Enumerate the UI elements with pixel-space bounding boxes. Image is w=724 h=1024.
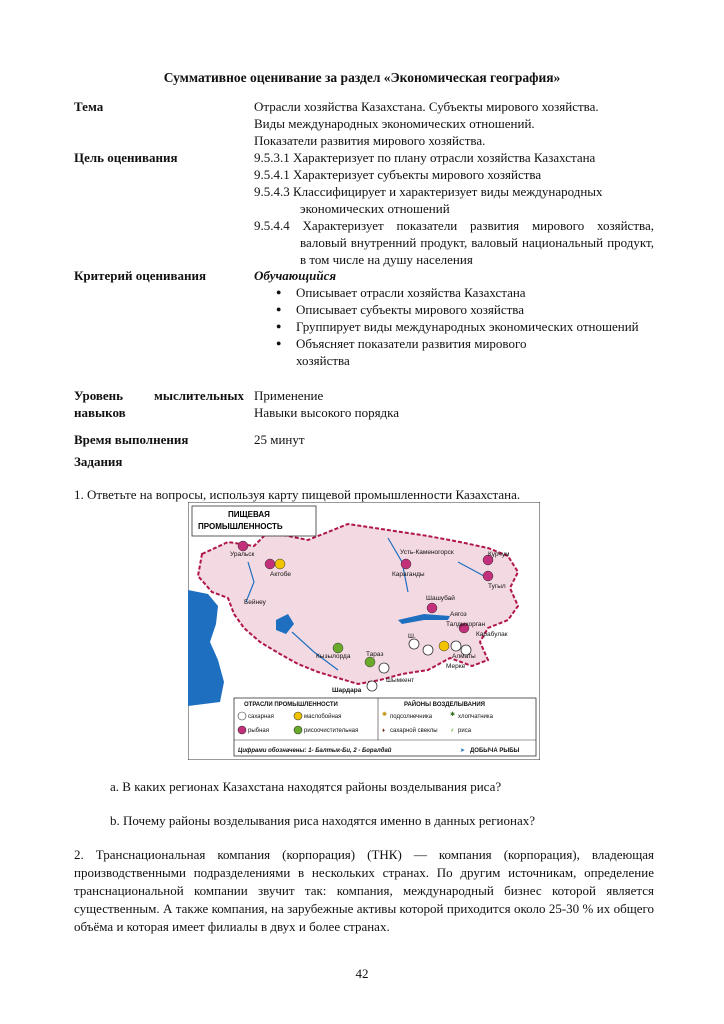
city-label: Тараз (366, 651, 384, 658)
criteria-value (254, 267, 654, 369)
criteria-bullet: ● Описывает отрасли хозяйства Казахстана (254, 284, 654, 301)
topic-line: Отрасли хозяйства Казахстана. Субъекты мирового хозяйства. (254, 99, 599, 114)
city-label: Кызылорда (316, 653, 351, 660)
legend-beet: сахарной свеклы (390, 728, 438, 734)
legend-rice-industry: рисоочистительная (304, 728, 359, 734)
city-label: Актобе (270, 571, 292, 578)
legend-rice: риса (458, 728, 472, 734)
level-label: Уровень мыслительных навыков (74, 388, 244, 420)
legend-sugar: сахарная (248, 714, 274, 720)
task2-text: 2. Транснациональная компания (корпорация) (ТНК) — компания (корпорация), владеющая производственными подразделениями в нескольких странах. По другим источникам, определение транснациональной компании звучит так: компания, международный бизнес которой является существенным. А также компания, на зарубежные активы которой приходится около 25-30 % их общего объёма и которая имеет филиалы в двух и более странах. (74, 847, 654, 934)
city-label: Мерке (446, 663, 466, 670)
row-level (74, 387, 654, 423)
city-label: Талдыкорган (446, 621, 486, 628)
page-title: Суммативное оценивание за раздел «Экономическая география» (163, 70, 561, 85)
legend-oil: маслобойная (304, 714, 342, 720)
criteria-bullet: ● Объясняет показатели развития мирового хозяйства (254, 335, 536, 369)
city-label: Карабулак (476, 631, 508, 638)
city-label: Шымкент (386, 677, 415, 684)
question-a: a. В каких регионах Казахстана находятся районы возделывания риса? (110, 779, 502, 794)
legend-fishing: ДОБЫЧА РЫБЫ (470, 748, 520, 754)
legend-cotton: хлопчатника (458, 714, 493, 720)
sunflower-icon: ✺ (382, 712, 388, 718)
rice-icon: ⸙ (450, 728, 455, 734)
city-label: Курчум (488, 551, 510, 558)
beet-icon: ♦ (382, 728, 386, 734)
row-topic (74, 98, 654, 150)
topic-line: Виды международных экономических отношений. (254, 116, 535, 131)
question-b: b. Почему районы возделывания риса находятся именно в данных регионах? (110, 813, 535, 828)
row-goal (74, 149, 654, 265)
aktobe-oil-marker (275, 559, 285, 569)
goal-value (254, 149, 654, 268)
map-title-line1: ПИЩЕВАЯ (228, 510, 270, 519)
goal-item: 9.5.4.1 Характеризует субъекты мирового хозяйства (254, 167, 542, 182)
topic-value (254, 98, 654, 149)
topic-label: Тема (74, 99, 104, 114)
city-label: Шашубай (426, 595, 455, 602)
sugar-marker (423, 645, 433, 655)
row-time (74, 431, 654, 451)
tugyl-fish-marker (483, 571, 493, 581)
city-label: Тугыл (488, 583, 506, 590)
taraz-rice-marker (365, 657, 375, 667)
task1-text: 1. Ответьте на вопросы, используя карту пищевой промышленности Казахстана. (74, 487, 521, 502)
goal-item: 9.5.4.4 Характеризует показатели развития мирового хозяйства, валовый внутренний продукт, валовый национальный продукт, в том числе на душу населения (254, 218, 654, 267)
criteria-heading: Обучающийся (254, 268, 337, 283)
time-label: Время выполнения (74, 432, 189, 447)
sugar-marker (409, 639, 419, 649)
legend-note: Цифрами обозначены: 1- Балтык-Би, 2 - Боралдай (238, 748, 392, 754)
tasks-label: Задания (74, 454, 123, 469)
goal-item: 9.5.3.1 Характеризует по плану отрасли хозяйства Казахстана (254, 150, 596, 165)
shardara-sugar-marker (367, 681, 377, 691)
legend-sunflower: подсолнечника (390, 714, 433, 720)
shymkent-sugar-marker (379, 663, 389, 673)
uralsk-fish-marker (238, 541, 248, 551)
city-label: Уральск (230, 551, 255, 558)
aktobe-fish-marker (265, 559, 275, 569)
criteria-bullet: ● Группирует виды международных экономических отношений (254, 318, 654, 335)
level-value (254, 387, 654, 421)
city-label: Караганды (392, 571, 425, 578)
almaty-oil-marker (439, 641, 449, 651)
legend-ind-header: ОТРАСЛИ ПРОМЫШЛЕННОСТИ (244, 702, 338, 708)
karaganda-fish-marker (401, 559, 411, 569)
city-label: Ш. (408, 633, 416, 640)
goal-label: Цель оценивания (74, 150, 178, 165)
city-label: Усть-Каменогорск (400, 549, 454, 556)
row-tasks (74, 453, 654, 473)
criteria-bullet: ● Описывает субъекты мирового хозяйства (254, 301, 654, 318)
city-label: Аягоз (450, 611, 467, 618)
criteria-label: Критерий оценивания (74, 268, 207, 283)
topic-line: Показатели развития мирового хозяйства. (254, 133, 486, 148)
map-title-line2: ПРОМЫШЛЕННОСТЬ (198, 522, 283, 531)
city-label: Шардара (332, 687, 362, 694)
legend-fish: рыбная (248, 728, 269, 734)
fish-icon: ➤ (460, 748, 466, 754)
row-criteria (74, 267, 654, 387)
page-number: 42 (355, 966, 369, 981)
sugar-marker (451, 641, 461, 651)
city-label: Алматы (452, 653, 476, 660)
cotton-icon: ✱ (450, 712, 456, 718)
food-industry-map (188, 502, 540, 760)
time-value: 25 минут (254, 432, 305, 447)
kyzylorda-rice-marker (333, 643, 343, 653)
legend-farm-header: РАЙОНЫ ВОЗДЕЛЫВАНИЯ (404, 702, 485, 708)
level-line: Применение (254, 388, 324, 403)
city-label: Бейнеу (244, 599, 266, 606)
level-line: Навыки высокого порядка (254, 405, 400, 420)
shashubay-fish-marker (427, 603, 437, 613)
goal-item: 9.5.4.3 Классифицирует и характеризует виды международных экономических отношений (254, 184, 603, 216)
